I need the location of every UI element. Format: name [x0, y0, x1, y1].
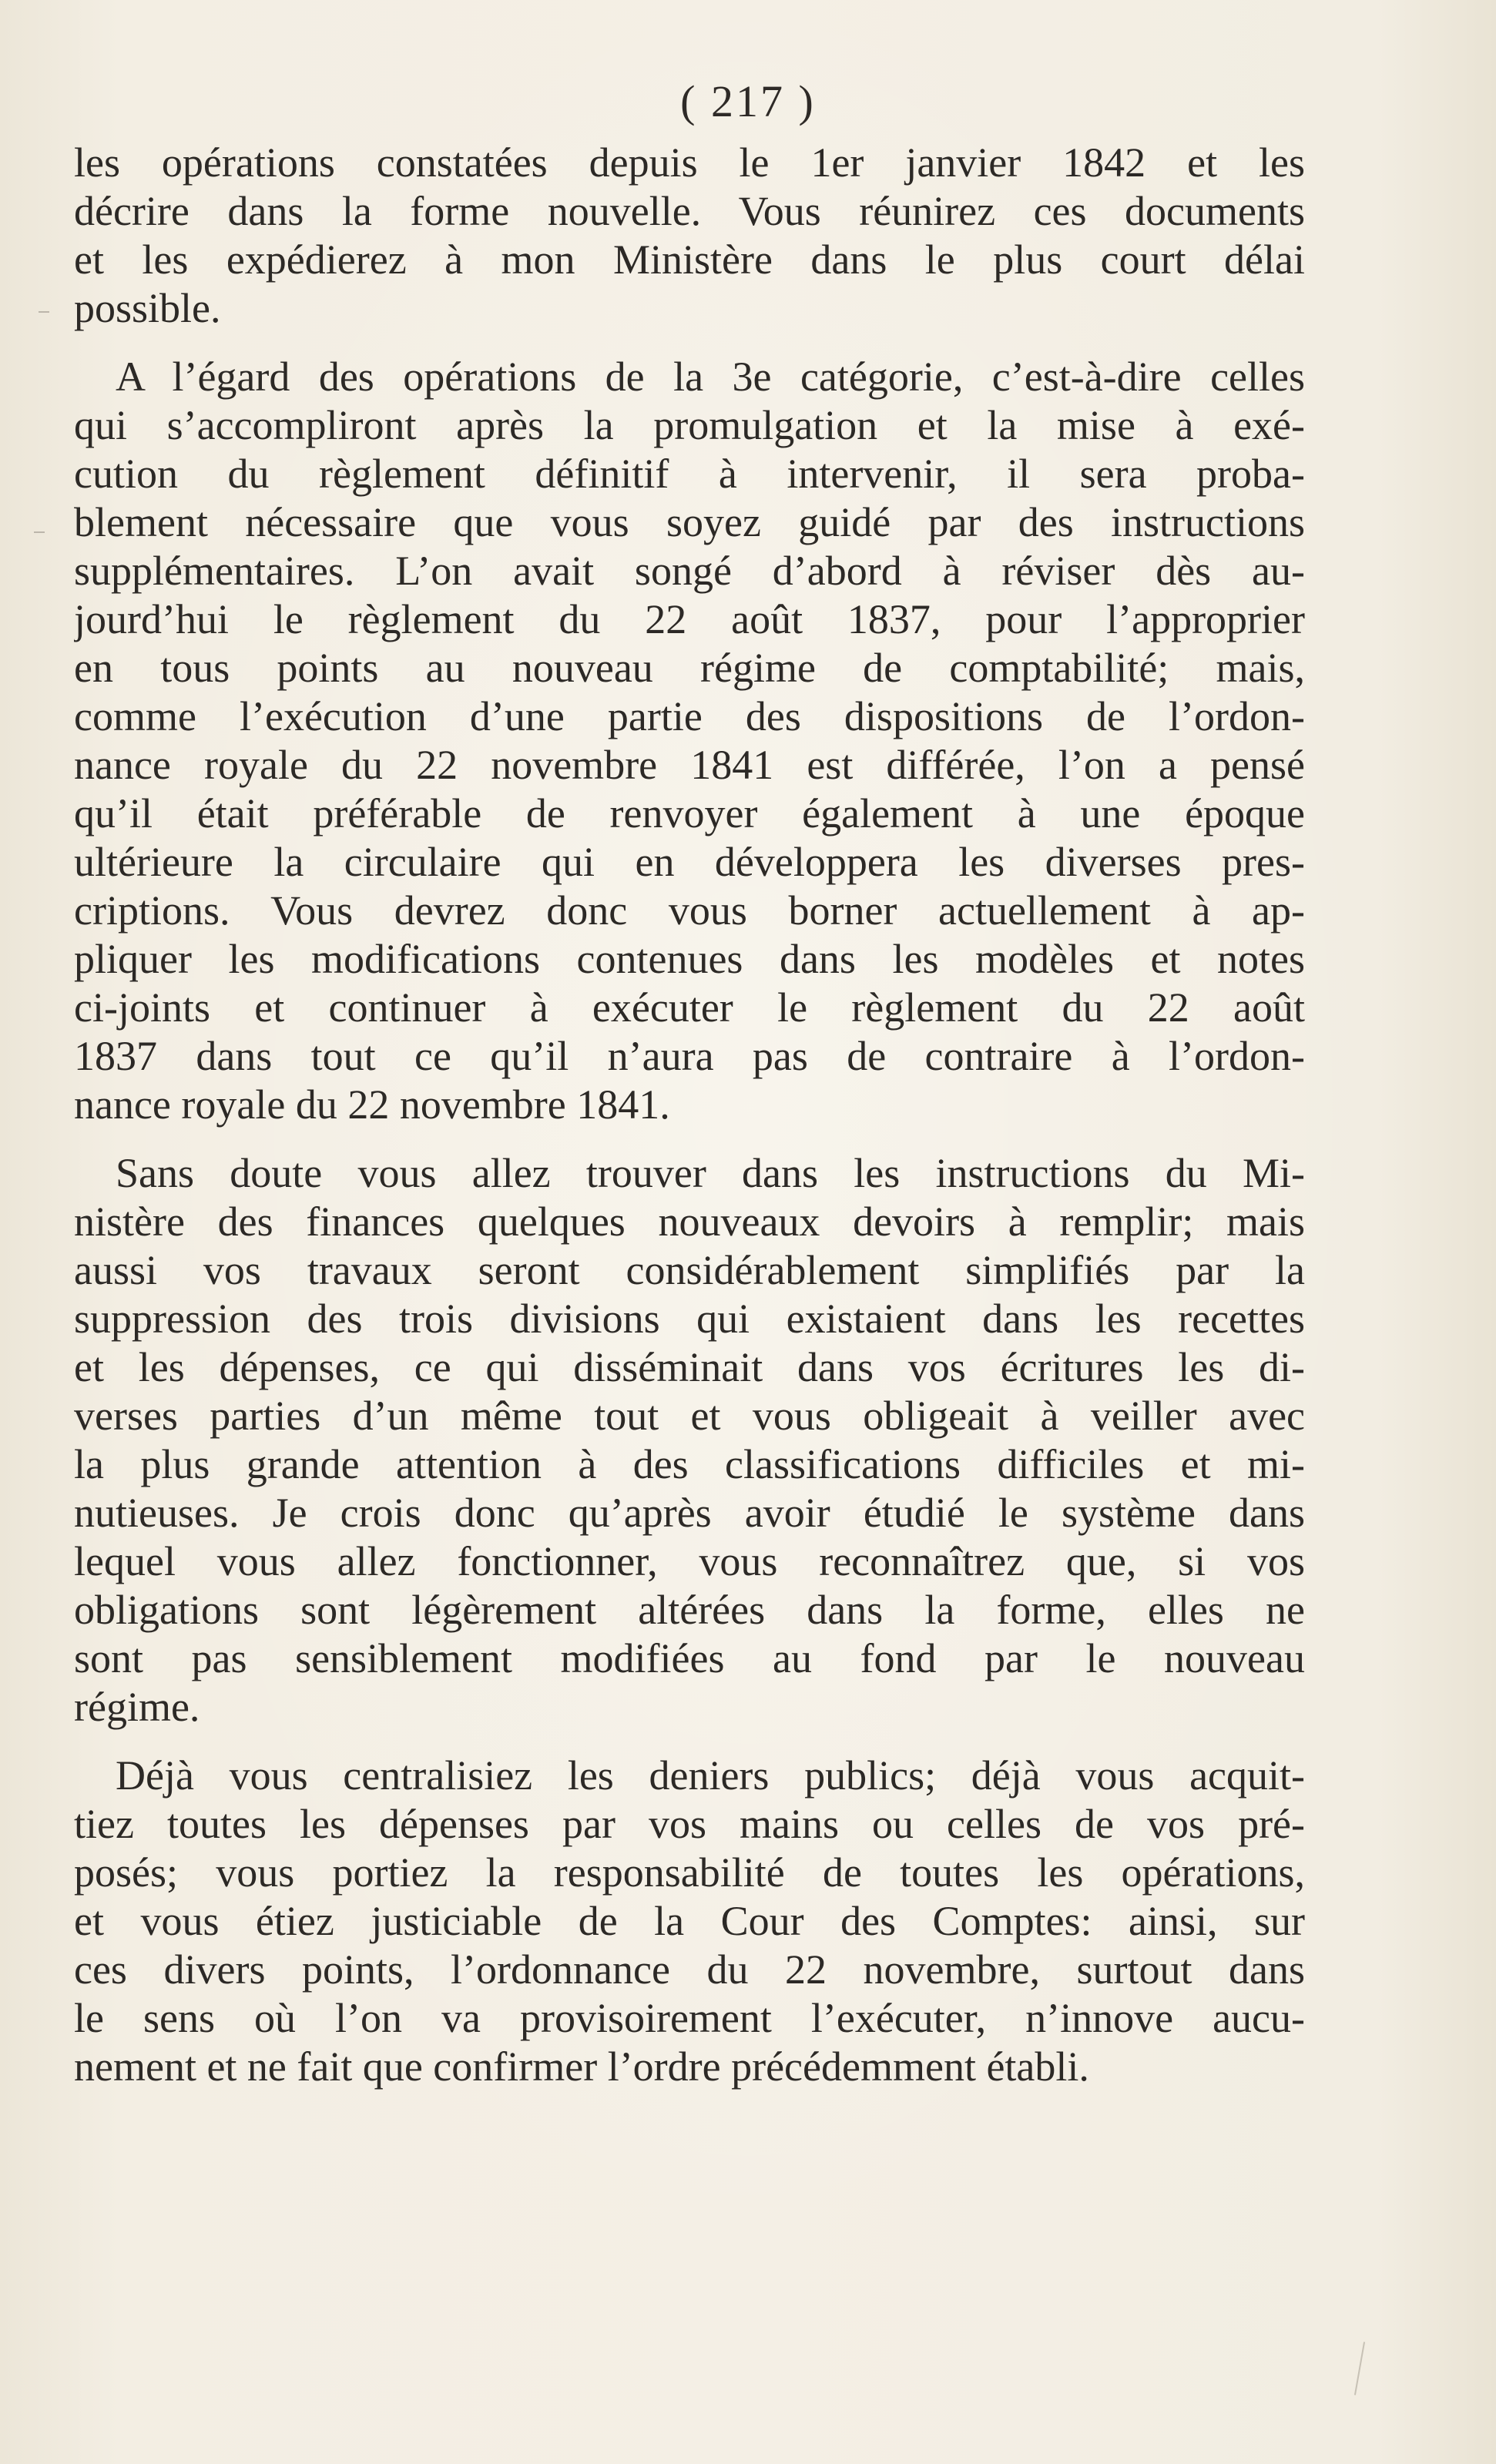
text-line: suppression des trois divisions qui existaient dans les recettes	[74, 1296, 1305, 1342]
text-line: ces divers points, l’ordonnance du 22 novembre, surtout dans	[74, 1946, 1305, 1993]
paragraph-3	[74, 1149, 1305, 1732]
text-line: et les dépenses, ce qui disséminait dans vos écritures les di-	[74, 1344, 1305, 1390]
text-line: comme l’exécution d’une partie des dispositions de l’ordon-	[74, 693, 1305, 739]
text-line: le sens où l’on va provisoirement l’exécuter, n’innove aucu-	[74, 1995, 1305, 2041]
text-line: posés; vous portiez la responsabilité de toutes les opérations,	[74, 1849, 1305, 1896]
text-line: qu’il était préférable de renvoyer également à une époque	[74, 790, 1305, 836]
margin-mark	[34, 531, 45, 533]
text-line: la plus grande attention à des classifications difficiles et mi-	[74, 1441, 1305, 1487]
paragraph-4	[74, 1752, 1305, 2091]
paragraph-1	[74, 139, 1305, 333]
text-line: régime.	[74, 1684, 200, 1730]
text-line: tiez toutes les dépenses par vos mains ou celles de vos pré-	[74, 1801, 1305, 1847]
text-line: 1837 dans tout ce qu’il n’aura pas de contraire à l’ordon-	[74, 1033, 1305, 1079]
text-line: décrire dans la forme nouvelle. Vous réunirez ces documents	[74, 188, 1305, 234]
text-line: pliquer les modifications contenues dans les modèles et notes	[74, 936, 1305, 982]
text-line: ci-joints et continuer à exécuter le règlement du 22 août	[74, 984, 1305, 1031]
text-line: nistère des finances quelques nouveaux devoirs à remplir; mais	[74, 1198, 1305, 1245]
text-line: nance royale du 22 novembre 1841 est différée, l’on a pensé	[74, 742, 1305, 788]
text-line: Déjà vous centralisiez les deniers publics; déjà vous acquit-	[116, 1752, 1305, 1799]
paper-blemish	[1354, 2342, 1365, 2395]
margin-mark	[39, 311, 49, 313]
text-line: et vous étiez justiciable de la Cour des Comptes: ainsi, sur	[74, 1898, 1305, 1944]
text-line: les opérations constatées depuis le 1er janvier 1842 et les	[74, 139, 1305, 186]
text-line: cution du règlement définitif à intervenir, il sera proba-	[74, 451, 1305, 497]
page-number: ( 217 )	[680, 76, 816, 126]
text-line: blement nécessaire que vous soyez guidé par des instructions	[74, 499, 1305, 545]
paragraph-2	[74, 353, 1305, 1129]
text-line: criptions. Vous devrez donc vous borner actuellement à ap-	[74, 887, 1305, 934]
text-line: en tous points au nouveau régime de comptabilité; mais,	[74, 645, 1305, 691]
text-line: Sans doute vous allez trouver dans les instructions du Mi-	[116, 1150, 1305, 1196]
text-line: sont pas sensiblement modifiées au fond par le nouveau	[74, 1635, 1305, 1681]
text-line: lequel vous allez fonctionner, vous reconnaîtrez que, si vos	[74, 1538, 1305, 1584]
text-line: qui s’accompliront après la promulgation et la mise à exé-	[74, 402, 1305, 448]
text-line: ultérieure la circulaire qui en développera les diverses pres-	[74, 839, 1305, 885]
text-line: et les expédierez à mon Ministère dans le plus court délai	[74, 236, 1305, 283]
body-text	[74, 139, 1305, 2091]
text-line: nance royale du 22 novembre 1841.	[74, 1081, 670, 1128]
text-line: jourd’hui le règlement du 22 août 1837, pour l’approprier	[74, 596, 1305, 642]
text-line: nutieuses. Je crois donc qu’après avoir étudié le système dans	[74, 1490, 1305, 1536]
text-line: possible.	[74, 285, 221, 331]
text-line: aussi vos travaux seront considérablement simplifiés par la	[74, 1247, 1305, 1293]
text-line: verses parties d’un même tout et vous obligeait à veiller avec	[74, 1393, 1305, 1439]
text-line: supplémentaires. L’on avait songé d’abord à réviser dès au-	[74, 548, 1305, 594]
text-line: obligations sont légèrement altérées dans la forme, elles ne	[74, 1587, 1305, 1633]
text-line: nement et ne fait que confirmer l’ordre précédemment établi.	[74, 2043, 1089, 2090]
text-line: A l’égard des opérations de la 3e catégorie, c’est-à-dire celles	[116, 354, 1305, 400]
